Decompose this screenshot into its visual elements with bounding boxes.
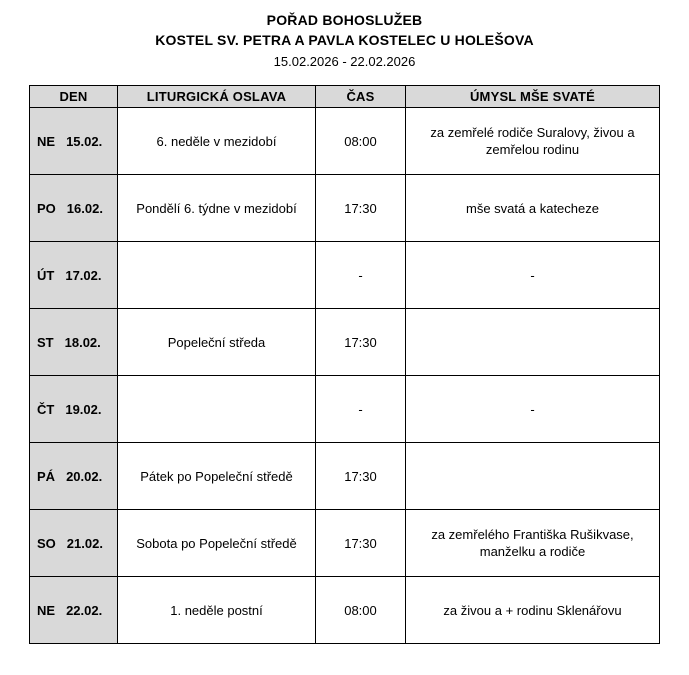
intention-cell xyxy=(406,443,660,510)
day-cell xyxy=(30,577,118,644)
day-date: 17.02. xyxy=(65,267,102,283)
day-cell xyxy=(30,242,118,309)
table-row xyxy=(30,443,660,510)
time-cell: 17:30 xyxy=(316,510,406,577)
header-celebration: LITURGICKÁ OSLAVA xyxy=(118,86,316,108)
day-cell xyxy=(30,108,118,175)
day-abbr: ČT xyxy=(37,401,55,417)
header-day: DEN xyxy=(30,86,118,108)
table-row xyxy=(30,108,660,175)
time-cell: - xyxy=(316,376,406,443)
table-row xyxy=(30,175,660,242)
celebration-cell xyxy=(118,242,316,309)
celebration-cell xyxy=(118,376,316,443)
time-cell: 08:00 xyxy=(316,108,406,175)
header-intention: ÚMYSL MŠE SVATÉ xyxy=(406,86,660,108)
time-cell: 17:30 xyxy=(316,443,406,510)
celebration-cell: Pondělí 6. týdne v mezidobí xyxy=(118,175,316,242)
table-row xyxy=(30,577,660,644)
header-time: ČAS xyxy=(316,86,406,108)
day-date: 16.02. xyxy=(66,200,103,216)
day-cell xyxy=(30,376,118,443)
schedule-table xyxy=(29,85,660,644)
time-cell: - xyxy=(316,242,406,309)
date-range: 15.02.2026 - 22.02.2026 xyxy=(273,53,416,69)
intention-cell: - xyxy=(406,242,660,309)
day-date: 18.02. xyxy=(64,334,101,350)
celebration-cell: Popeleční středa xyxy=(118,309,316,376)
day-abbr: NE xyxy=(37,602,56,618)
table-row xyxy=(30,309,660,376)
time-cell: 17:30 xyxy=(316,175,406,242)
day-date: 15.02. xyxy=(66,133,103,149)
day-date: 21.02. xyxy=(66,535,103,551)
table-row xyxy=(30,376,660,443)
day-abbr: ST xyxy=(37,334,54,350)
day-abbr: PÁ xyxy=(37,468,56,484)
day-abbr: NE xyxy=(37,133,56,149)
celebration-cell: Sobota po Popeleční středě xyxy=(118,510,316,577)
day-cell xyxy=(30,175,118,242)
table-header-row xyxy=(30,86,660,108)
day-abbr: PO xyxy=(37,200,56,216)
time-cell: 17:30 xyxy=(316,309,406,376)
day-abbr: ÚT xyxy=(37,267,55,283)
day-cell xyxy=(30,309,118,376)
day-abbr: SO xyxy=(37,535,56,551)
intention-cell: mše svatá a katecheze xyxy=(406,175,660,242)
intention-cell: - xyxy=(406,376,660,443)
table-row xyxy=(30,242,660,309)
document-title: POŘAD BOHOSLUŽEB xyxy=(266,12,423,28)
table-row xyxy=(30,510,660,577)
document-header xyxy=(0,10,689,71)
church-name: KOSTEL SV. PETRA A PAVLA KOSTELEC U HOLEŠOVA xyxy=(155,32,534,49)
celebration-cell: 1. neděle postní xyxy=(118,577,316,644)
intention-cell xyxy=(406,309,660,376)
intention-cell: za živou a + rodinu Sklenářovu xyxy=(406,577,660,644)
time-cell: 08:00 xyxy=(316,577,406,644)
celebration-cell: 6. neděle v mezidobí xyxy=(118,108,316,175)
celebration-cell: Pátek po Popeleční středě xyxy=(118,443,316,510)
day-date: 20.02. xyxy=(66,468,103,484)
day-date: 19.02. xyxy=(65,401,102,417)
intention-cell: za zemřelé rodiče Suralovy, živou a zemřelou rodinu xyxy=(406,108,660,175)
day-date: 22.02. xyxy=(66,602,103,618)
intention-cell: za zemřelého Františka Rušikvase, manželku a rodiče xyxy=(406,510,660,577)
day-cell xyxy=(30,510,118,577)
day-cell xyxy=(30,443,118,510)
